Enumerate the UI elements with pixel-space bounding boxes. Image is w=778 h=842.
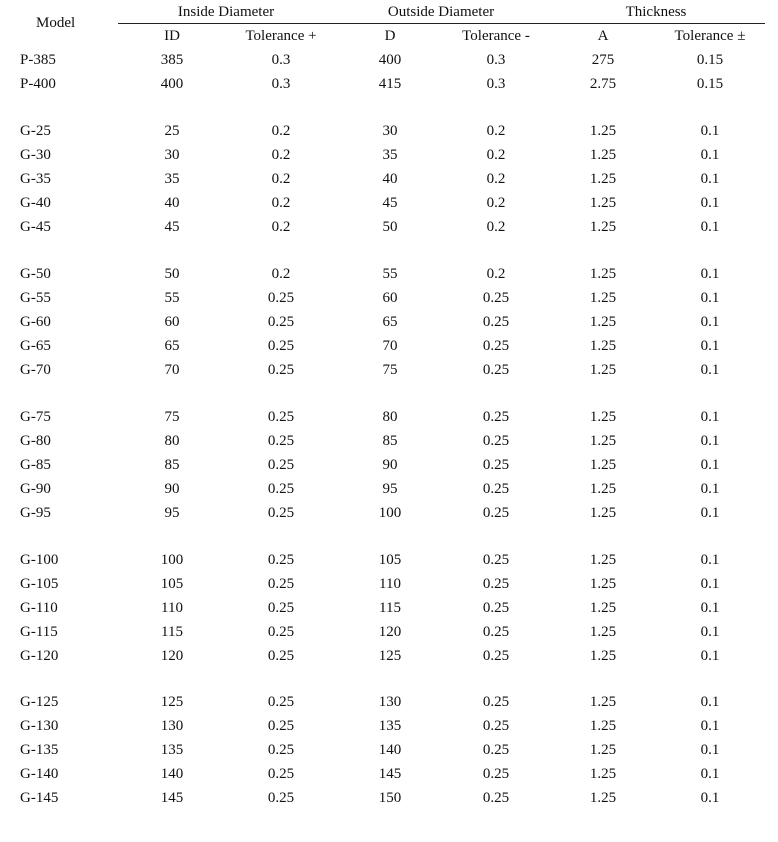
cell-model: G-40 [20, 194, 51, 211]
cell-tolerance-plus: 0.25 [267, 552, 295, 568]
cell-tolerance-plusminus: 0.1 [700, 218, 720, 235]
cell-model: G-90 [20, 480, 51, 497]
cell-tolerance-plus: 0.25 [267, 504, 295, 521]
cell-tolerance-minus: 0.2 [486, 218, 506, 235]
cell-id: 35 [164, 170, 180, 187]
cell-d: 115 [379, 599, 401, 616]
cell-tolerance-minus: 0.25 [482, 599, 510, 616]
header-group-thickness: Thickness [625, 4, 687, 20]
table-row [0, 407, 778, 431]
cell-tolerance-plusminus: 0.1 [700, 266, 720, 282]
cell-a: 1.25 [589, 313, 617, 330]
cell-tolerance-plus: 0.3 [271, 75, 291, 92]
cell-model: G-70 [20, 361, 51, 378]
cell-model: G-130 [20, 717, 59, 734]
cell-model: G-125 [20, 694, 59, 710]
cell-a: 1.25 [589, 170, 617, 187]
table-row [0, 740, 778, 764]
cell-id: 30 [164, 146, 180, 163]
header-tolerance-plusminus: Tolerance ± [674, 28, 746, 44]
cell-id: 100 [160, 552, 184, 568]
cell-id: 75 [164, 409, 180, 425]
cell-a: 1.25 [589, 456, 617, 473]
cell-tolerance-plusminus: 0.15 [696, 75, 724, 92]
cell-a: 1.25 [589, 194, 617, 211]
cell-id: 115 [161, 623, 183, 640]
cell-tolerance-minus: 0.25 [482, 765, 510, 782]
cell-model: G-25 [20, 123, 51, 139]
table-row [0, 74, 778, 98]
cell-tolerance-minus: 0.25 [482, 289, 510, 306]
cell-tolerance-plus: 0.3 [271, 52, 291, 68]
cell-a: 1.25 [589, 409, 617, 425]
table-row [0, 764, 778, 788]
cell-tolerance-plus: 0.2 [271, 266, 291, 282]
cell-model: G-120 [20, 647, 59, 664]
cell-tolerance-minus: 0.25 [482, 456, 510, 473]
cell-tolerance-plus: 0.2 [271, 170, 291, 187]
table-row [0, 692, 778, 716]
cell-a: 1.25 [589, 504, 617, 521]
cell-id: 140 [160, 765, 184, 782]
cell-a: 1.25 [589, 575, 617, 592]
table-row [0, 646, 778, 670]
cell-tolerance-minus: 0.25 [482, 717, 510, 734]
table-row [0, 217, 778, 241]
cell-a: 1.25 [589, 599, 617, 616]
cell-tolerance-plusminus: 0.1 [700, 599, 720, 616]
cell-d: 30 [382, 123, 398, 139]
cell-tolerance-plusminus: 0.1 [700, 313, 720, 330]
cell-model: G-65 [20, 337, 51, 354]
cell-id: 110 [161, 599, 183, 616]
cell-tolerance-minus: 0.2 [486, 194, 506, 211]
cell-id: 90 [164, 480, 180, 497]
cell-d: 70 [382, 337, 398, 354]
cell-d: 45 [382, 194, 398, 211]
cell-id: 60 [164, 313, 180, 330]
cell-model: G-110 [20, 599, 58, 616]
cell-model: G-145 [20, 789, 59, 806]
cell-tolerance-minus: 0.2 [486, 170, 506, 187]
cell-tolerance-plusminus: 0.1 [700, 432, 720, 449]
cell-d: 35 [382, 146, 398, 163]
cell-tolerance-plusminus: 0.1 [700, 765, 720, 782]
cell-tolerance-plus: 0.25 [267, 361, 295, 378]
cell-tolerance-minus: 0.25 [482, 409, 510, 425]
cell-id: 55 [164, 289, 180, 306]
cell-tolerance-plus: 0.25 [267, 694, 295, 710]
cell-tolerance-minus: 0.25 [482, 623, 510, 640]
cell-a: 1.25 [589, 361, 617, 378]
cell-tolerance-plus: 0.25 [267, 313, 295, 330]
cell-model: G-135 [20, 741, 59, 758]
table-row [0, 50, 778, 74]
cell-tolerance-plus: 0.25 [267, 409, 295, 425]
header-a: A [597, 28, 609, 44]
cell-tolerance-minus: 0.3 [486, 52, 506, 68]
cell-tolerance-plus: 0.25 [267, 337, 295, 354]
header-divider [118, 23, 765, 24]
cell-tolerance-minus: 0.25 [482, 741, 510, 758]
cell-a: 1.25 [589, 266, 617, 282]
cell-tolerance-plusminus: 0.1 [700, 194, 720, 211]
cell-d: 55 [382, 266, 398, 282]
cell-a: 1.25 [589, 432, 617, 449]
cell-tolerance-plusminus: 0.1 [700, 409, 720, 425]
cell-tolerance-minus: 0.25 [482, 789, 510, 806]
cell-d: 50 [382, 218, 398, 235]
cell-a: 1.25 [589, 765, 617, 782]
cell-model: G-45 [20, 218, 51, 235]
table-row [0, 788, 778, 812]
header-id: ID [164, 28, 180, 44]
cell-tolerance-plus: 0.25 [267, 789, 295, 806]
table-row [0, 312, 778, 336]
cell-id: 105 [160, 575, 184, 592]
cell-d: 145 [378, 765, 402, 782]
header-group-inside-diameter: Inside Diameter [177, 4, 275, 20]
cell-id: 65 [164, 337, 180, 354]
cell-tolerance-minus: 0.25 [482, 337, 510, 354]
cell-a: 1.25 [589, 717, 617, 734]
cell-tolerance-minus: 0.25 [482, 361, 510, 378]
cell-tolerance-plusminus: 0.1 [700, 170, 720, 187]
cell-d: 60 [382, 289, 398, 306]
cell-tolerance-plus: 0.25 [267, 717, 295, 734]
cell-d: 120 [378, 623, 402, 640]
table-row [0, 336, 778, 360]
cell-model: G-35 [20, 170, 51, 187]
cell-tolerance-plusminus: 0.1 [700, 480, 720, 497]
table-row [0, 121, 778, 145]
cell-d: 110 [379, 575, 401, 592]
cell-model: G-50 [20, 266, 51, 282]
cell-a: 1.25 [589, 552, 617, 568]
cell-tolerance-plus: 0.2 [271, 146, 291, 163]
cell-tolerance-minus: 0.25 [482, 647, 510, 664]
table-row [0, 622, 778, 646]
cell-id: 400 [160, 75, 184, 92]
cell-tolerance-plus: 0.25 [267, 289, 295, 306]
cell-tolerance-minus: 0.2 [486, 266, 506, 282]
cell-tolerance-minus: 0.3 [486, 75, 506, 92]
cell-model: P-385 [20, 52, 56, 68]
cell-tolerance-plus: 0.2 [271, 218, 291, 235]
cell-tolerance-plus: 0.25 [267, 456, 295, 473]
cell-tolerance-plus: 0.25 [267, 575, 295, 592]
cell-d: 130 [378, 694, 402, 710]
cell-tolerance-plusminus: 0.1 [700, 504, 720, 521]
cell-d: 75 [382, 361, 398, 378]
table-row [0, 145, 778, 169]
cell-tolerance-plusminus: 0.1 [700, 337, 720, 354]
cell-tolerance-plusminus: 0.1 [700, 717, 720, 734]
header-d: D [384, 28, 396, 44]
table-row [0, 716, 778, 740]
cell-tolerance-plusminus: 0.1 [700, 741, 720, 758]
cell-model: G-105 [20, 575, 59, 592]
cell-tolerance-minus: 0.25 [482, 480, 510, 497]
table-row [0, 288, 778, 312]
cell-tolerance-plusminus: 0.1 [700, 146, 720, 163]
cell-model: G-60 [20, 313, 51, 330]
cell-tolerance-minus: 0.25 [482, 432, 510, 449]
cell-model: G-85 [20, 456, 51, 473]
cell-model: G-30 [20, 146, 51, 163]
header-model: Model [36, 15, 76, 31]
cell-a: 1.25 [589, 694, 617, 710]
cell-a: 1.25 [589, 146, 617, 163]
cell-model: G-75 [20, 409, 51, 425]
cell-a: 1.25 [589, 647, 617, 664]
cell-d: 85 [382, 432, 398, 449]
cell-tolerance-minus: 0.25 [482, 313, 510, 330]
cell-d: 65 [382, 313, 398, 330]
cell-d: 125 [378, 647, 402, 664]
cell-id: 70 [164, 361, 180, 378]
cell-tolerance-plusminus: 0.1 [700, 623, 720, 640]
cell-tolerance-plus: 0.25 [267, 432, 295, 449]
header-tolerance-plus: Tolerance + [245, 28, 317, 44]
cell-d: 400 [378, 52, 402, 68]
cell-d: 150 [378, 789, 402, 806]
cell-d: 100 [378, 504, 402, 521]
cell-d: 90 [382, 456, 398, 473]
cell-tolerance-plus: 0.25 [267, 765, 295, 782]
cell-a: 1.25 [589, 480, 617, 497]
cell-tolerance-plus: 0.25 [267, 623, 295, 640]
cell-tolerance-plusminus: 0.1 [700, 789, 720, 806]
cell-id: 120 [160, 647, 184, 664]
cell-tolerance-plusminus: 0.1 [700, 647, 720, 664]
cell-d: 140 [378, 741, 402, 758]
cell-tolerance-minus: 0.25 [482, 694, 510, 710]
cell-tolerance-plusminus: 0.1 [700, 456, 720, 473]
cell-tolerance-plus: 0.25 [267, 599, 295, 616]
cell-d: 135 [378, 717, 402, 734]
cell-tolerance-plusminus: 0.1 [700, 361, 720, 378]
table-row [0, 169, 778, 193]
cell-model: G-115 [20, 623, 58, 640]
cell-tolerance-minus: 0.25 [482, 504, 510, 521]
cell-model: P-400 [20, 75, 56, 92]
cell-tolerance-plus: 0.2 [271, 123, 291, 139]
cell-a: 1.25 [589, 789, 617, 806]
cell-tolerance-minus: 0.2 [486, 146, 506, 163]
cell-a: 275 [591, 52, 615, 68]
cell-model: G-95 [20, 504, 51, 521]
table-row [0, 574, 778, 598]
cell-tolerance-plus: 0.25 [267, 480, 295, 497]
table-row [0, 431, 778, 455]
cell-a: 1.25 [589, 218, 617, 235]
cell-id: 25 [164, 123, 180, 139]
cell-id: 130 [160, 717, 184, 734]
table-row [0, 550, 778, 574]
cell-a: 1.25 [589, 123, 617, 139]
cell-id: 125 [160, 694, 184, 710]
cell-tolerance-plus: 0.25 [267, 741, 295, 758]
cell-d: 80 [382, 409, 398, 425]
cell-id: 95 [164, 504, 180, 521]
cell-d: 95 [382, 480, 398, 497]
table-row [0, 598, 778, 622]
cell-id: 135 [160, 741, 184, 758]
cell-tolerance-minus: 0.25 [482, 575, 510, 592]
table-row [0, 264, 778, 288]
cell-tolerance-plusminus: 0.1 [700, 694, 720, 710]
cell-tolerance-plusminus: 0.15 [696, 52, 724, 68]
header-group-outside-diameter: Outside Diameter [387, 4, 495, 20]
cell-id: 385 [160, 52, 184, 68]
cell-a: 2.75 [589, 75, 617, 92]
table-row [0, 479, 778, 503]
table-row [0, 193, 778, 217]
cell-id: 40 [164, 194, 180, 211]
cell-id: 45 [164, 218, 180, 235]
cell-tolerance-plusminus: 0.1 [700, 575, 720, 592]
cell-a: 1.25 [589, 741, 617, 758]
cell-tolerance-plusminus: 0.1 [700, 123, 720, 139]
cell-model: G-100 [20, 552, 59, 568]
cell-tolerance-minus: 0.25 [482, 552, 510, 568]
cell-model: G-140 [20, 765, 59, 782]
cell-d: 105 [378, 552, 402, 568]
cell-model: G-80 [20, 432, 51, 449]
cell-tolerance-plusminus: 0.1 [700, 552, 720, 568]
cell-a: 1.25 [589, 337, 617, 354]
cell-a: 1.25 [589, 623, 617, 640]
cell-tolerance-minus: 0.2 [486, 123, 506, 139]
cell-d: 415 [378, 75, 402, 92]
header-tolerance-minus: Tolerance - [462, 28, 530, 44]
cell-tolerance-plus: 0.2 [271, 194, 291, 211]
cell-tolerance-plusminus: 0.1 [700, 289, 720, 306]
cell-model: G-55 [20, 289, 51, 306]
cell-id: 85 [164, 456, 180, 473]
cell-tolerance-plus: 0.25 [267, 647, 295, 664]
cell-id: 145 [160, 789, 184, 806]
cell-d: 40 [382, 170, 398, 187]
cell-a: 1.25 [589, 289, 617, 306]
table-row [0, 360, 778, 384]
cell-id: 50 [164, 266, 180, 282]
cell-id: 80 [164, 432, 180, 449]
table-row [0, 455, 778, 479]
table-row [0, 503, 778, 527]
